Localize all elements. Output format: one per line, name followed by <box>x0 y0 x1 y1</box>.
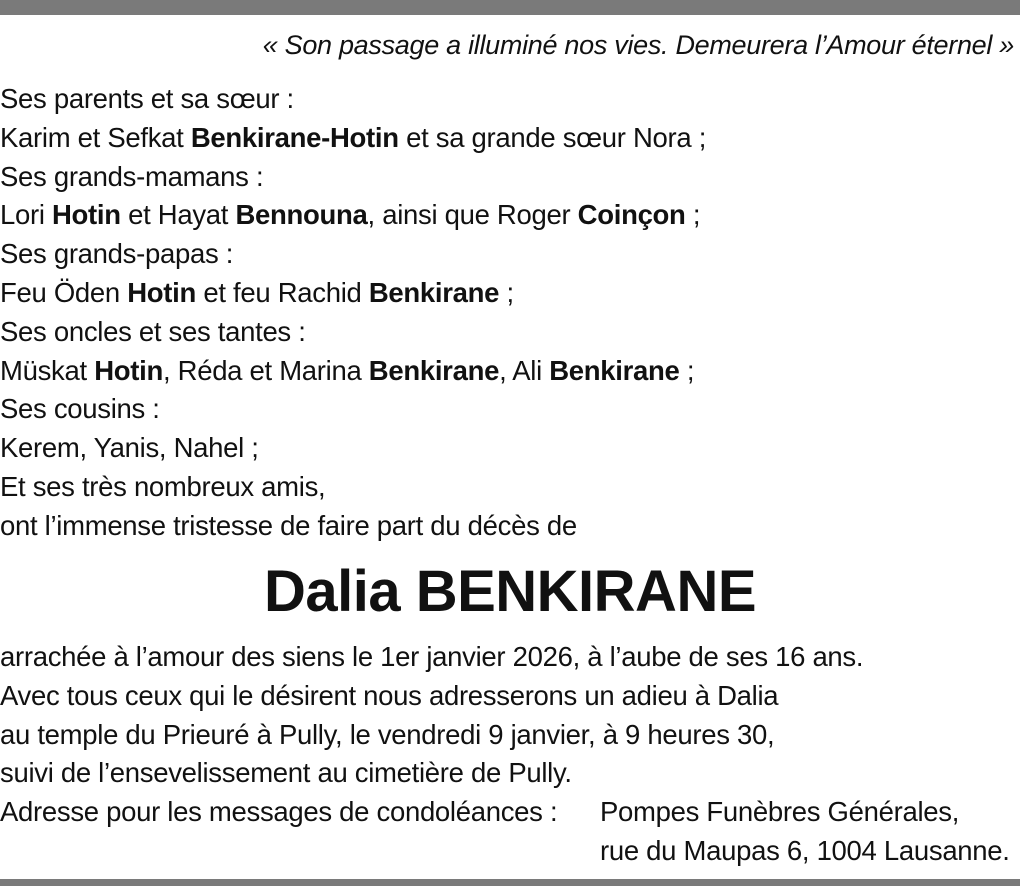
surname: Benkirane-Hotin <box>190 121 399 153</box>
surname: Hotin <box>52 199 121 231</box>
surname: Hotin <box>127 276 197 308</box>
grandfathers-heading: Ses grands-papas : <box>0 238 234 270</box>
surname: Benkirane <box>549 354 680 386</box>
details-line-4: suivi de l’ensevelissement au cimetière de Pully. <box>0 757 572 789</box>
announcement-line: ont l’immense tristesse de faire part du décès de <box>0 509 577 541</box>
family-list <box>0 80 1015 546</box>
text-span: Feu Öden <box>0 276 128 308</box>
surname: Hotin <box>94 354 163 386</box>
cousins-names: Kerem, Yanis, Nahel ; <box>0 432 259 464</box>
address-row-2 <box>0 832 1018 871</box>
address-line-1: Pompes Funèbres Générales, <box>600 796 960 828</box>
epitaph-quote: « Son passage a illuminé nos vies. Demeurera l’Amour éternel » <box>262 30 1014 60</box>
text-span: Lori <box>0 199 52 231</box>
address-row-1 <box>0 793 1018 832</box>
surname: Benkirane <box>368 354 500 386</box>
grandmothers-heading: Ses grands-mamans : <box>0 160 264 192</box>
text-span: , Réda et Marina <box>162 354 369 386</box>
bottom-rule <box>0 879 1020 886</box>
text-span: et Hayat <box>120 199 236 231</box>
surname: Coinçon <box>577 199 686 231</box>
grandmothers-names <box>0 196 1015 235</box>
grandfathers-names <box>0 274 1015 313</box>
ceremony-details <box>0 638 1018 871</box>
surname: Benkirane <box>368 276 500 308</box>
top-rule <box>0 0 1020 15</box>
text-span: , Ali <box>499 354 550 386</box>
details-line-3: au temple du Prieuré à Pully, le vendredi 9 janvier, à 9 heures 30, <box>0 718 775 750</box>
text-span: et feu Rachid <box>196 276 369 308</box>
deceased-name: Dalia BENKIRANE <box>263 559 757 624</box>
address-line-2: rue du Maupas 6, 1004 Lausanne. <box>600 834 1010 866</box>
text-span: ; <box>499 276 514 308</box>
parents-heading: Ses parents et sa sœur : <box>0 83 294 114</box>
details-line-2: Avec tous ceux qui le désirent nous adresserons un adieu à Dalia <box>0 679 779 711</box>
cousins-heading: Ses cousins : <box>0 393 160 425</box>
text-span: Karim et Sefkat <box>0 121 191 153</box>
uncles-heading: Ses oncles et ses tantes : <box>0 315 306 347</box>
address-spacer <box>0 832 600 871</box>
text-span: ; <box>679 354 695 386</box>
text-span: , ainsi que Roger <box>367 199 578 231</box>
text-span: et sa grande sœur Nora ; <box>398 121 707 153</box>
uncles-names <box>0 352 1015 391</box>
parents-names <box>0 119 1015 158</box>
text-span: Müskat <box>0 354 95 386</box>
friends-line: Et ses très nombreux amis, <box>0 470 326 502</box>
surname: Bennouna <box>235 199 368 231</box>
text-span: ; <box>685 199 701 231</box>
details-line-1: arrachée à l’amour des siens le 1er janvier 2026, à l’aube de ses 16 ans. <box>0 641 864 672</box>
address-label: Adresse pour les messages de condoléances : <box>0 796 558 828</box>
